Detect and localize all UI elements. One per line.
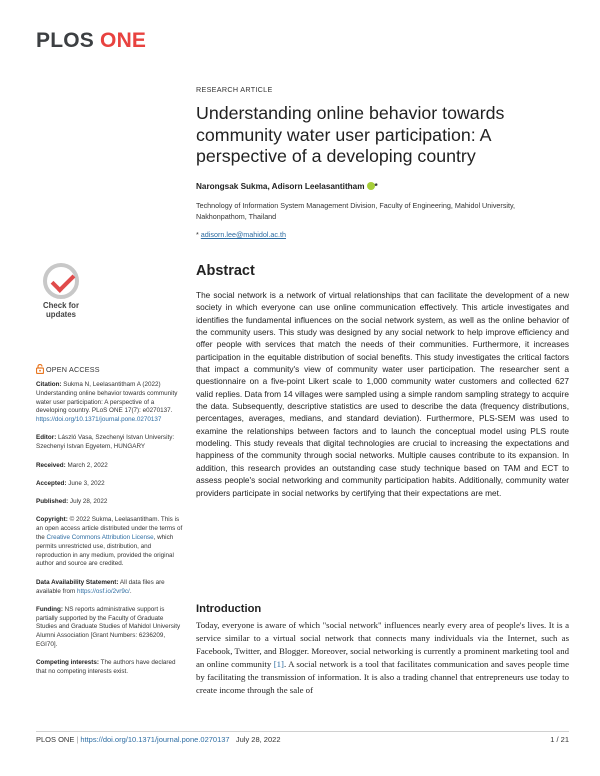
footer-divider: [36, 731, 569, 732]
logo-one: ONE: [100, 29, 147, 52]
author-list: [196, 182, 378, 191]
introduction-heading: Introduction: [196, 603, 262, 615]
affiliation: Technology of Information System Management Division, Faculty of Engineering, Mahidol University, Nakhonpathom, Thailand: [196, 201, 516, 221]
logo-plos: PLOS: [36, 29, 94, 52]
footer-doi-link[interactable]: https://doi.org/10.1371/journal.pone.0270137: [80, 735, 230, 744]
footer-separator: |: [76, 735, 79, 744]
open-lock-icon: [36, 364, 44, 374]
data-availability-text: All data files are available from: [36, 578, 165, 595]
check-updates-line2: updates: [46, 310, 76, 319]
orcid-icon[interactable]: [367, 182, 375, 190]
page-number: 1 / 21: [550, 735, 569, 744]
citation-doi-link[interactable]: https://doi.org/10.1371/journal.pone.0270137: [36, 416, 162, 424]
editor-label: Editor:: [36, 434, 57, 442]
published-block: [36, 498, 184, 507]
open-access-text: OPEN ACCESS: [46, 365, 100, 374]
reference-link-1[interactable]: [1]: [273, 659, 284, 669]
published-label: Published:: [36, 498, 69, 506]
editor-text: László Vasa, Szechenyi Istvan University: Szechenyi Istvan Egyetem, HUNGARY: [36, 434, 175, 451]
email-link[interactable]: adisorn.lee@mahidol.ac.th: [200, 230, 287, 239]
competing-interests-block: [36, 659, 184, 677]
footer-date: July 28, 2022: [235, 735, 281, 744]
citation-block: [36, 381, 184, 425]
data-availability-label: Data Availability Statement:: [36, 578, 119, 586]
citation-label: Citation:: [36, 381, 62, 388]
authors-text: Narongsak Sukma, Adisorn Leelasantitham: [196, 182, 365, 191]
corresponding-mark: *: [374, 182, 378, 191]
data-availability-block: [36, 579, 184, 597]
received-date: March 2, 2022: [65, 461, 108, 469]
data-osf-link[interactable]: https://osf.io/2vr9c/: [76, 587, 130, 595]
email-prefix: *: [196, 230, 201, 239]
check-updates-line1: Check for: [43, 301, 79, 310]
accepted-block: [36, 480, 184, 489]
open-access-label: [36, 364, 100, 374]
cc-license-link[interactable]: Creative Commons Attribution License: [46, 534, 154, 542]
article-title: Understanding online behavior towards community water user participation: A perspective of a developing country: [196, 103, 505, 166]
abstract-text: The social network is a network of virtual relationships that can facilitate the development of a new society in which everyone can use online communication effectively. This article investigates and identifies the fundamental influences on the social network system, as well as the online behavior of the community users. This study was designed by any social network to help improve efficiency and offer people with services that match the needs of their communities. Furthermore, it increases participation in the equitable distribution of social benefits. This study investigates the critical factors that impact a community's view of community water user participation. The researcher sent a questionnaire on a five-point Likert scale to 1,000 community water customers and collected 627 valid replies. Data from 14 villages were sampled using a simple random sampling strategy to acquire the data. Subsequently, descriptive statistics are used to describe the data (frequency distributions, percentages, averages, medians, and standard deviation). Furthermore, PLS-SEM was used to examine the relationships between factors and to launch the conceptual model using PLS route modeling. This study reveals that digital technologies are crucial to increasing the expectations and happiness of the community through social networks. Multiple causes contribute to its expansion. In addition, this research provides an outstanding case study technique based on TAM and ECT to assess people's social networking and community participation habits. Additionally, community water providers participate in social networks by certifying that their expectations are met.: [196, 290, 569, 498]
copyright-text: © 2022 Sukma, Leelasantitham. This is an open access article distributed under the terms of the: [36, 516, 183, 542]
accepted-date: June 3, 2022: [66, 479, 105, 487]
check-for-updates-badge[interactable]: [36, 263, 86, 325]
check-updates-icon: [43, 263, 79, 299]
funding-label: Funding:: [36, 605, 63, 613]
copyright-block: [36, 516, 184, 569]
received-label: Received:: [36, 461, 66, 469]
introduction-text: [196, 619, 569, 697]
intro-text-part2: . A social network is a tool that facilitates communication and saves people time by facilitating the transmission of information. It is also a trading channel that entrepreneurs use today to create income through the sale of: [196, 659, 569, 695]
plos-one-logo[interactable]: [36, 29, 146, 53]
corresponding-email: [196, 230, 286, 239]
intro-text-part1: Today, everyone is aware of which "social network" influences nearly every area of people's lives. It is a service similar to a virtual social network that connects many individuals via the Internet, such as Facebook, Twitter, and Blogger. Moreover, social networking is currently a prominent marketing tool and an online community: [196, 620, 569, 669]
accepted-label: Accepted:: [36, 479, 67, 487]
competing-interests-text: The authors have declared that no competing interests exist.: [36, 659, 176, 676]
data-availability-end: .: [129, 587, 132, 595]
funding-text: NS reports administrative support is partially supported by the Faculty of Graduate Studies and Graduate Studies of Mahidol University Alumni Association [Grant Numbers: 6236209, EGI70].: [36, 605, 181, 649]
published-date: July 28, 2022: [68, 498, 108, 506]
funding-block: [36, 606, 184, 650]
check-updates-text: [36, 301, 86, 319]
copyright-label: Copyright:: [36, 516, 68, 524]
abstract-heading: Abstract: [196, 263, 255, 279]
article-metadata-sidebar: [36, 381, 184, 686]
competing-interests-label: Competing interests:: [36, 659, 99, 667]
footer-journal: PLOS ONE: [36, 735, 75, 744]
page-footer: [36, 735, 281, 744]
copyright-text-end: , which permits unrestricted use, distribution, and reproduction in any medium, provided the original author and source are credited.: [36, 534, 174, 568]
received-block: [36, 462, 184, 471]
editor-block: [36, 434, 184, 452]
citation-text: Sukma N, Leelasantitham A (2022) Understanding online behavior towards community water user participation: A perspective of a developing country. PLoS ONE 17(7): e0270137.: [36, 381, 178, 415]
article-type: RESEARCH ARTICLE: [196, 85, 273, 94]
